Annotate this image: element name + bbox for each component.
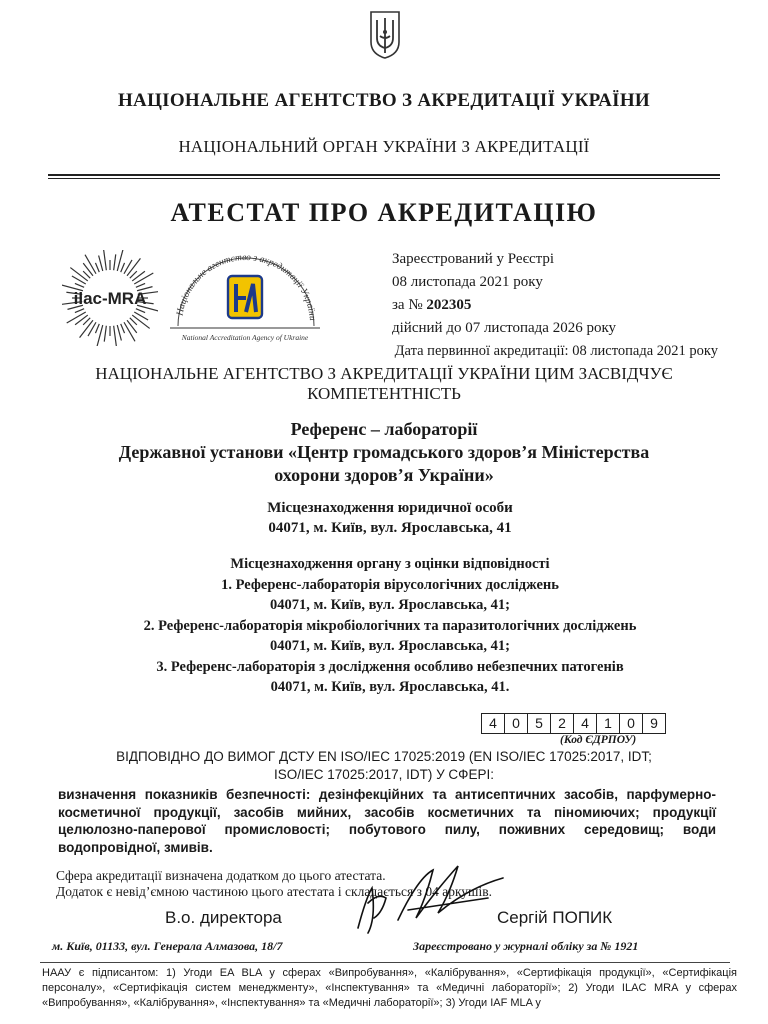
edrpou-digit: 2 xyxy=(550,713,574,734)
ilac-ray xyxy=(114,326,117,346)
registry-block xyxy=(392,248,616,340)
ilac-ray xyxy=(80,320,93,337)
annex-note-1: Сфера акредитації визначена додатком до цього атестата. xyxy=(56,868,386,883)
edrpou-digit: 0 xyxy=(504,713,528,734)
header-divider xyxy=(48,174,720,179)
registry-line-1: Зареєстрований у Реєстрі xyxy=(392,251,555,267)
ilac-ray xyxy=(70,268,87,281)
laboratory-name xyxy=(0,418,768,487)
requirements-statement xyxy=(0,748,768,784)
edrpou-digit: 5 xyxy=(527,713,551,734)
ilac-ray xyxy=(95,263,99,272)
ilac-ray xyxy=(75,283,84,287)
requirements-line-1: ВІДПОВІДНО ДО ВИМОГ ДСТУ EN ISO/IEC 17025:2019 (EN ISO/IEC 17025:2017, IDT; xyxy=(116,749,652,764)
ilac-ray xyxy=(136,283,145,287)
footer-divider xyxy=(40,962,730,963)
naau-footer-text: National Accreditation Agency of Ukraine xyxy=(181,333,309,342)
ilac-ray xyxy=(130,271,137,278)
ilac-ray xyxy=(99,255,103,270)
requirements-line-2: ISO/IEC 17025:2017, IDT) У СФЕРІ: xyxy=(274,767,494,782)
legal-address xyxy=(0,498,768,538)
naau-logo-icon xyxy=(160,246,330,346)
ilac-ray xyxy=(85,255,96,274)
lab-name-line-1: Референс – лабораторії xyxy=(290,419,478,439)
ilac-ray xyxy=(124,322,135,341)
director-name: Сергій ПОПИК xyxy=(497,908,613,927)
edrpou-digit: 4 xyxy=(481,713,505,734)
naau-arc-text: Національне агентство з акредитації України xyxy=(175,252,317,322)
certification-line-2: КОМПЕТЕНТНІСТЬ xyxy=(307,384,461,403)
ilac-ray xyxy=(134,273,153,284)
ilac-ray xyxy=(67,312,86,323)
certification-line-1: НАЦІОНАЛЬНЕ АГЕНТСТВО З АКРЕДИТАЦІЇ УКРАЇНИ ЦИМ ЗАСВІДЧУЄ xyxy=(95,364,673,383)
registry-valid-until: дійсний до 07 листопада 2026 року xyxy=(392,320,617,336)
edrpou-digit: 0 xyxy=(619,713,643,734)
registry-number: 202305 xyxy=(426,297,472,313)
ilac-ray xyxy=(121,263,125,272)
ilac-logo-text: ilac-MRA xyxy=(73,289,147,308)
handwritten-signature-icon xyxy=(338,858,513,938)
accreditation-scope: визначення показників безпечності: дезінфекційних та антисептичних засобів, парфумерно-косметичної продукції, засобів мийних, засобів косметичних та піномиючих; продукції целюлозно-паперової промисловості; побутового пилу, поживних середовищ; води водопровідної, змивів. xyxy=(58,787,716,855)
ilac-ray xyxy=(132,315,149,328)
organ-subtitle: НАЦІОНАЛЬНИЙ ОРГАН УКРАЇНИ З АКРЕДИТАЦІЇ xyxy=(178,137,590,156)
assessment-label: Місцезнаходження органу з оцінки відповідності xyxy=(230,556,550,572)
edrpou-digit: 9 xyxy=(642,713,666,734)
assessment-body-locations xyxy=(0,554,768,698)
registry-date: 08 листопада 2021 року xyxy=(392,274,543,290)
edrpou-label: (Код ЄДРПОУ) xyxy=(560,734,637,746)
ilac-mra-logo-icon xyxy=(62,250,158,346)
ilac-ray xyxy=(95,324,99,333)
ilac-ray xyxy=(83,318,90,325)
certification-statement xyxy=(0,364,768,404)
first-accreditation-date: Дата первинної акредитації: 08 листопада 2021 року xyxy=(394,343,718,359)
trident-emblem-icon xyxy=(368,8,402,60)
ilac-ray xyxy=(83,271,90,278)
edrpou-digit: 1 xyxy=(596,713,620,734)
ilac-ray xyxy=(127,258,140,275)
agency-address: м. Київ, 01133, вул. Генерала Алмазова, 18/7 xyxy=(52,939,283,953)
legal-address-value: 04071, м. Київ, вул. Ярославська, 41 xyxy=(268,520,512,536)
edrpou-digit: 4 xyxy=(573,713,597,734)
ilac-ray xyxy=(130,318,137,325)
footer-note: НААУ є підписантом: 1) Угоди EA BLA у сферах «Випробування», «Калібрування», «Сертифікація продукції», «Сертифікація персоналу», «Сертифікація систем менеджменту», «Інспектування» та «Медичні лабораторії»; 2) Угоди ILAC MRA у сферах «Випробування», «Калібрування», «Інспектування» та «Медичні лабораторії»; 3) Угоди IAF MLA у xyxy=(42,967,737,1009)
lab-name-line-2: Державної установи «Центр громадського здоров’я Міністерства xyxy=(118,442,650,462)
director-title: В.о. директора xyxy=(165,908,282,927)
ilac-ray xyxy=(114,254,116,270)
assessment-line: 2. Референс-лабораторія мікробіологічних та паразитологічних досліджень xyxy=(143,617,637,634)
document-title: АТЕСТАТ ПРО АКРЕДИТАЦІЮ xyxy=(170,198,598,227)
registry-number-line xyxy=(392,294,616,317)
ilac-ray xyxy=(104,326,106,342)
assessment-line: 04071, м. Київ, вул. Ярославська, 41; xyxy=(270,638,510,654)
agency-title: НАЦІОНАЛЬНЕ АГЕНТСТВО З АКРЕДИТАЦІЇ УКРАЇНИ xyxy=(117,90,651,111)
assessment-line: 04071, м. Київ, вул. Ярославська, 41. xyxy=(270,679,510,695)
registry-number-prefix: за № xyxy=(392,297,423,313)
ilac-ray xyxy=(121,324,125,333)
lab-name-line-3: охорони здоров’я України» xyxy=(274,465,494,485)
annex-note-2: Додаток є невід’ємною частиною цього атестата і складається з 04 аркушів. xyxy=(56,884,492,899)
assessment-line: 3. Референс-лабораторія з дослідження особливо небезпечних патогенів xyxy=(156,658,624,675)
assessment-line: 04071, м. Київ, вул. Ярославська, 41; xyxy=(270,597,510,613)
ilac-ray xyxy=(75,309,84,313)
assessment-line: 1. Референс-лабораторія вірусологічних досліджень xyxy=(221,576,559,593)
edrpou-code xyxy=(482,713,666,734)
journal-registration: Зареєстровано у журналі обліку за № 1921 xyxy=(413,939,639,953)
ilac-ray xyxy=(103,250,106,270)
ilac-ray xyxy=(136,309,145,313)
legal-address-label: Місцезнаходження юридичної особи xyxy=(267,500,513,516)
ilac-ray xyxy=(117,325,121,340)
